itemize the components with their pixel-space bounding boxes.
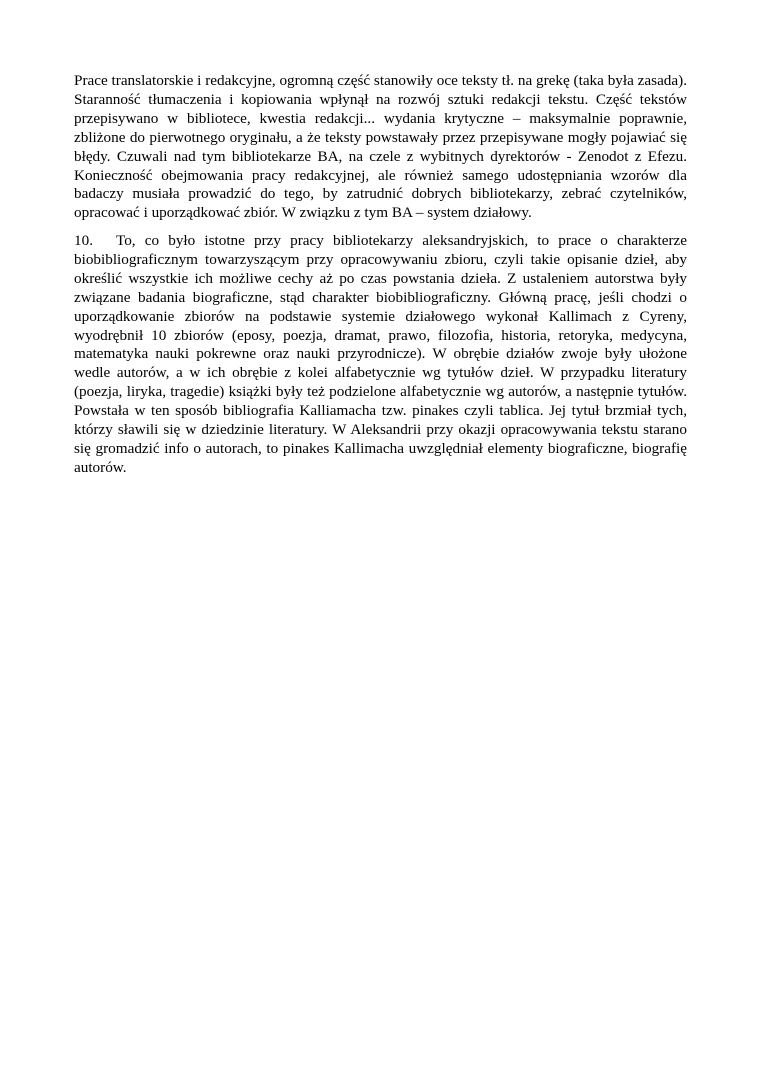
paragraph-2 [74,232,687,478]
paragraph-2-number: 10. [74,232,93,249]
paragraph-1: Prace translatorskie i redakcyjne, ogromną część stanowiły oce teksty tł. na grekę (taka była zasada). Staranność tłumaczenia i kopiowania wpłynął na rozwój sztuki redakcji tekstu. Część tekstów przepisywano w bibliotece, kwestia redakcji... wydania krytyczne – maksymalnie poprawnie, zbliżone do pierwotnego oryginału, a że teksty powstawały przez przepisywane mogły pojawiać się błędy. Czuwali nad tym bibliotekarze BA, na czele z wybitnych dyrektorów - Zenodot z Efezu. Konieczność obejmowania pracy redakcyjnej, ale również samego udostępniania wzorów dla badaczy musiała prowadzić do tego, by zatrudnić dobrych bibliotekarzy, zebrać czytelników, opracować i uporządkować zbiór. W związku z tym BA – system działowy. [74,72,687,222]
paragraph-2-text: To, co było istotne przy pracy bibliotekarzy aleksandryjskich, to prace o charakterze biobibliograficznym towarzyszącym przy opracowywaniu zbioru, czyli takie opisanie dzieł, aby określić wszystkie ich możliwe cechy aż po czas powstania dzieła. Z ustaleniem autorstwa były związane badania biograficzne, stąd charakter biobibliograficzny. Główną pracę, jeśli chodzi o uporządkowanie zbiorów na podstawie systemie działowego wykonał Kallimach z Cyreny, wyodrębnił 10 zbiorów (eposy, poezja, dramat, prawo, filozofia, historia, retoryka, medycyna, matematyka nauki pokrewne oraz nauki przyrodnicze). W obrębie działów zwoje były ułożone wedle autorów, a w ich obrębie z kolei alfabetycznie wg tytułów dzieł. W przypadku literatury (poezja, liryka, tragedie) książki były też podzielone alfabetycznie wg autorów, a następnie tytułów. Powstała w ten sposób bibliografia Kalliamacha tzw. pinakes czyli tablica. Jej tytuł brzmiał tych, którzy sławili się w dziedzinie literatury. W Aleksandrii przy okazji opracowywania tekstu starano się gromadzić info o autorach, to pinakes Kallimacha uwzględniał elementy biograficzne, biografię autorów. [74,232,687,476]
